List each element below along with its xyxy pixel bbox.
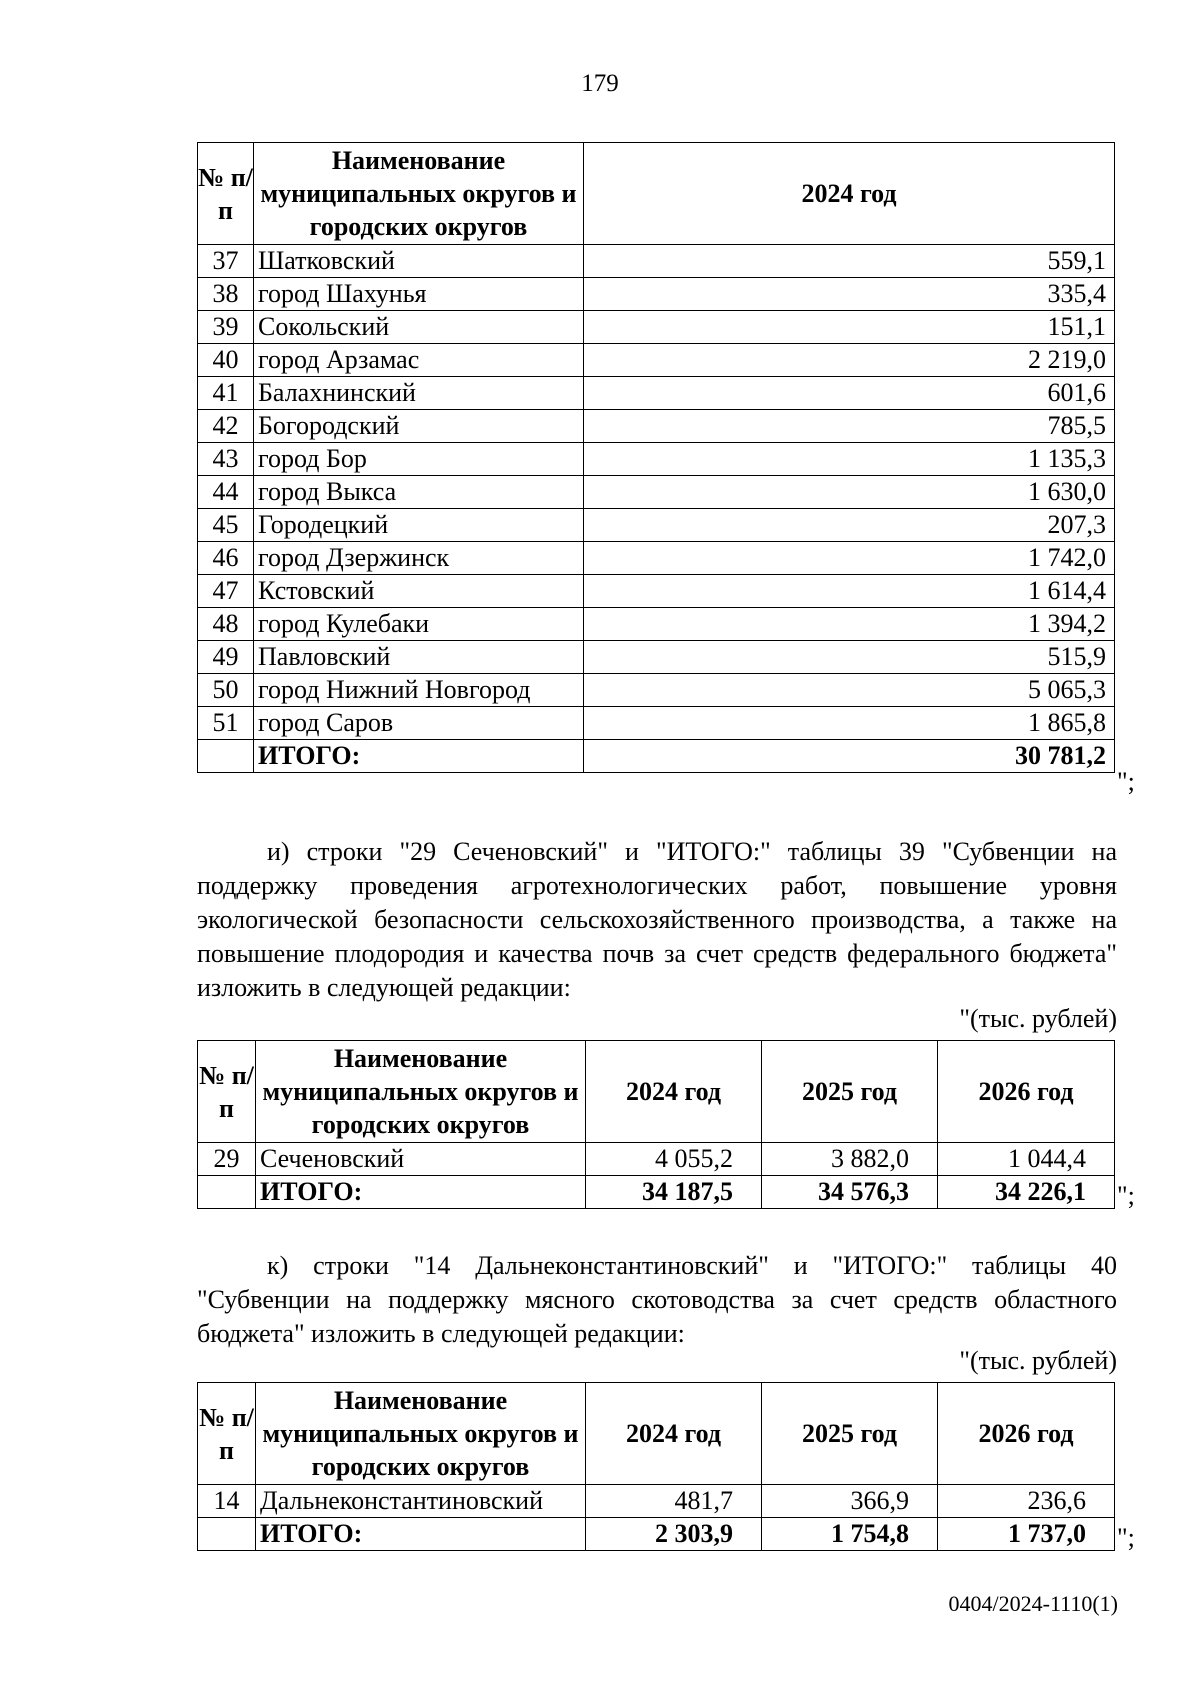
table-total-row <box>198 1518 1115 1551</box>
row-num: 37 <box>198 245 254 278</box>
row-2024: 2 219,0 <box>584 344 1115 377</box>
table-row <box>198 608 1115 641</box>
table-40-excerpt <box>197 1382 1115 1551</box>
row-2024: 1 614,4 <box>584 575 1115 608</box>
header-num: № п/п <box>198 1041 256 1143</box>
row-2024: 559,1 <box>584 245 1115 278</box>
row-num: 48 <box>198 608 254 641</box>
row-2024: 207,3 <box>584 509 1115 542</box>
header-2024: 2024 год <box>586 1041 762 1143</box>
row-name: Павловский <box>254 641 584 674</box>
table-row <box>198 410 1115 443</box>
table-row <box>198 674 1115 707</box>
table-row <box>198 245 1115 278</box>
total-2024: 30 781,2 <box>584 740 1115 773</box>
row-num: 39 <box>198 311 254 344</box>
row-2024: 1 135,3 <box>584 443 1115 476</box>
row-2024: 1 394,2 <box>584 608 1115 641</box>
total-2024: 34 187,5 <box>586 1176 762 1209</box>
table-header-row <box>198 1041 1115 1143</box>
total-2026: 1 737,0 <box>938 1518 1115 1551</box>
row-name: город Дзержинск <box>254 542 584 575</box>
header-2024: 2024 год <box>584 143 1115 245</box>
table-row <box>198 575 1115 608</box>
row-2024: 335,4 <box>584 278 1115 311</box>
row-name: город Саров <box>254 707 584 740</box>
row-name: Сеченовский <box>256 1143 586 1176</box>
row-num: 29 <box>198 1143 256 1176</box>
table-row <box>198 509 1115 542</box>
table-39-excerpt <box>197 1040 1115 1209</box>
table-row <box>198 641 1115 674</box>
row-name: Сокольский <box>254 311 584 344</box>
quote-closer: "; <box>1117 767 1135 796</box>
table-row <box>198 707 1115 740</box>
table-row <box>198 476 1115 509</box>
table-header-row <box>198 1383 1115 1485</box>
total-2026: 34 226,1 <box>938 1176 1115 1209</box>
row-num: 50 <box>198 674 254 707</box>
total-2025: 34 576,3 <box>762 1176 938 1209</box>
table-total-row <box>198 740 1115 773</box>
total-label: ИТОГО: <box>256 1176 586 1209</box>
row-num: 44 <box>198 476 254 509</box>
row-num: 14 <box>198 1485 256 1518</box>
row-2024: 785,5 <box>584 410 1115 443</box>
row-name: Городецкий <box>254 509 584 542</box>
header-2025: 2025 год <box>762 1383 938 1485</box>
header-num: № п/п <box>198 143 254 245</box>
paragraph-i: и) строки "29 Сеченовский" и "ИТОГО:" таблицы 39 "Субвенции на поддержку проведения агротехнологических работ, повышение уровня экологической безопасности сельскохозяйственного производства, а также на повышение плодородия и качества почв за счет средств федерального бюджета" изложить в следующей редакции: <box>197 837 1117 1002</box>
header-2026: 2026 год <box>938 1041 1115 1143</box>
row-2024: 1 742,0 <box>584 542 1115 575</box>
paragraph-k: к) строки "14 Дальнеконстантиновский" и "ИТОГО:" таблицы 40 "Субвенции на поддержку мясного скотоводства за счет средств областного бюджета" изложить в следующей редакции: <box>197 1251 1117 1348</box>
row-num: 49 <box>198 641 254 674</box>
table-total-row <box>198 1176 1115 1209</box>
header-name: Наименование муниципальных округов и городских округов <box>256 1041 586 1143</box>
page-number: 179 <box>581 70 619 97</box>
row-2024: 5 065,3 <box>584 674 1115 707</box>
row-2024: 515,9 <box>584 641 1115 674</box>
row-2024: 481,7 <box>586 1485 762 1518</box>
quote-closer: "; <box>1117 1523 1135 1552</box>
row-num: 40 <box>198 344 254 377</box>
row-num: 51 <box>198 707 254 740</box>
row-num: 38 <box>198 278 254 311</box>
row-2024: 601,6 <box>584 377 1115 410</box>
total-2024: 2 303,9 <box>586 1518 762 1551</box>
row-2025: 366,9 <box>762 1485 938 1518</box>
row-num: 41 <box>198 377 254 410</box>
table-row <box>198 377 1115 410</box>
table-row <box>198 542 1115 575</box>
header-2026: 2026 год <box>938 1383 1115 1485</box>
table-header-row <box>198 143 1115 245</box>
row-name: Дальнеконстантиновский <box>256 1485 586 1518</box>
row-num: 45 <box>198 509 254 542</box>
row-name: Кстовский <box>254 575 584 608</box>
row-name: город Выкса <box>254 476 584 509</box>
header-name: Наименование муниципальных округов и городских округов <box>256 1383 586 1485</box>
table-row <box>198 1485 1115 1518</box>
row-2026: 1 044,4 <box>938 1143 1115 1176</box>
row-num: 46 <box>198 542 254 575</box>
row-name: Шатковский <box>254 245 584 278</box>
total-label: ИТОГО: <box>254 740 584 773</box>
row-2026: 236,6 <box>938 1485 1115 1518</box>
table-row <box>198 311 1115 344</box>
row-num: 42 <box>198 410 254 443</box>
table-row <box>198 443 1115 476</box>
header-2024: 2024 год <box>586 1383 762 1485</box>
units-label: "(тыс. рублей) <box>959 1004 1117 1033</box>
document-code: 0404/2024-1110(1) <box>948 1591 1118 1616</box>
row-name: город Кулебаки <box>254 608 584 641</box>
table-row <box>198 344 1115 377</box>
row-num: 43 <box>198 443 254 476</box>
header-2025: 2025 год <box>762 1041 938 1143</box>
row-name: город Арзамас <box>254 344 584 377</box>
row-name: город Нижний Новгород <box>254 674 584 707</box>
header-num: № п/п <box>198 1383 256 1485</box>
table-row <box>198 1143 1115 1176</box>
table-subsidies-2024 <box>197 142 1115 773</box>
total-label: ИТОГО: <box>256 1518 586 1551</box>
row-2024: 151,1 <box>584 311 1115 344</box>
total-2025: 1 754,8 <box>762 1518 938 1551</box>
row-2024: 1 865,8 <box>584 707 1115 740</box>
units-label: "(тыс. рублей) <box>959 1346 1117 1375</box>
row-2025: 3 882,0 <box>762 1143 938 1176</box>
header-name: Наименование муниципальных округов и городских округов <box>254 143 584 245</box>
row-name: Балахнинский <box>254 377 584 410</box>
row-name: город Бор <box>254 443 584 476</box>
quote-closer: "; <box>1117 1181 1135 1210</box>
row-name: город Шахунья <box>254 278 584 311</box>
table-row <box>198 278 1115 311</box>
row-name: Богородский <box>254 410 584 443</box>
row-2024: 1 630,0 <box>584 476 1115 509</box>
row-2024: 4 055,2 <box>586 1143 762 1176</box>
row-num: 47 <box>198 575 254 608</box>
